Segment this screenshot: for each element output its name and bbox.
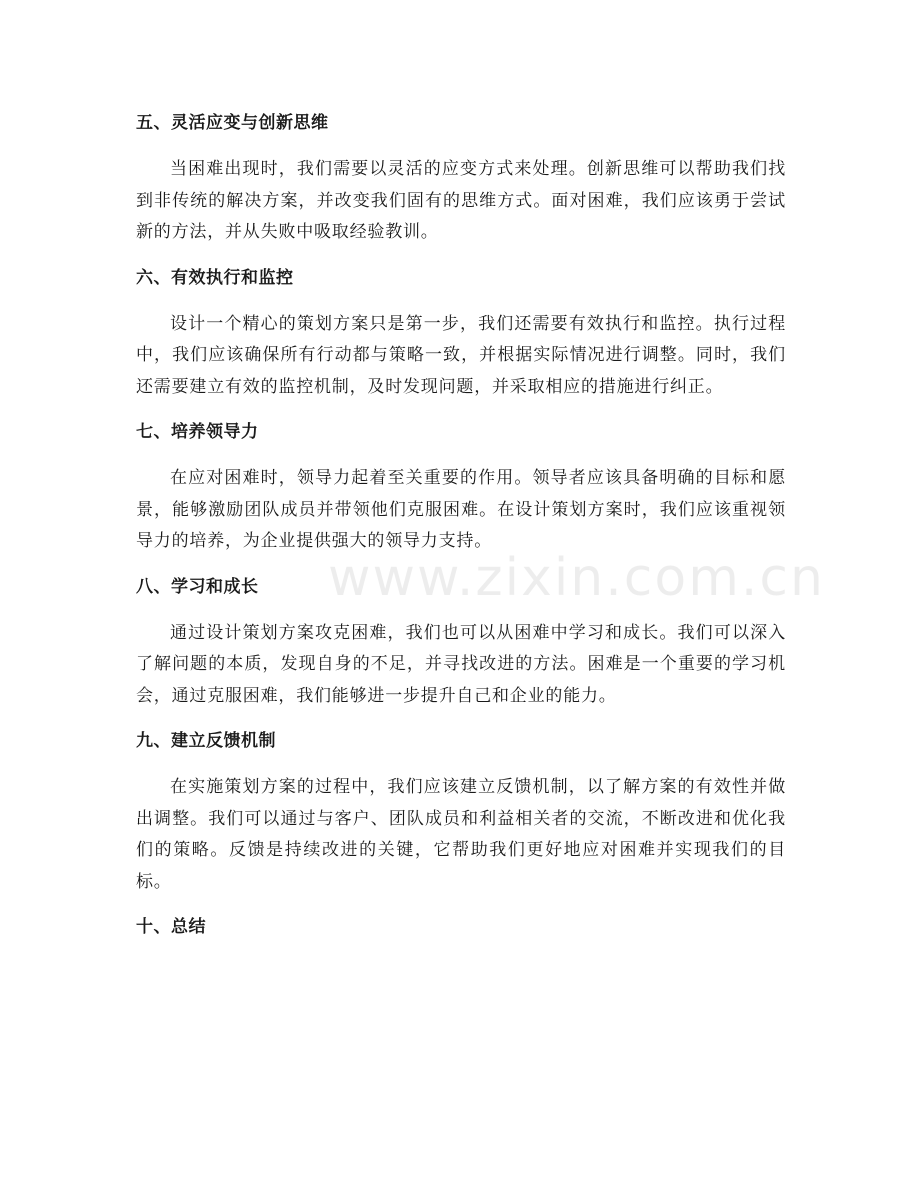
section-heading-7: 七、培养领导力 xyxy=(136,422,259,442)
section-paragraph-8: 通过设计策划方案攻克困难，我们也可以从困难中学习和成长。我们可以深入了解问题的本质，发现自身的不足，并寻找改进的方法。困难是一个重要的学习机会，通过克服困难，我们能够进一步提升自己和企业的能力。 xyxy=(136,622,786,706)
document-body xyxy=(136,108,786,942)
watermark: www.zixin.com.cn xyxy=(328,548,825,608)
section-paragraph-6: 设计一个精心的策划方案只是第一步，我们还需要有效执行和监控。执行过程中，我们应该确保所有行动都与策略一致，并根据实际情况进行调整。同时，我们还需要建立有效的监控机制，及时发现问题，并采取相应的措施进行纠正。 xyxy=(136,313,786,397)
section-paragraph-5: 当困难出现时，我们需要以灵活的应变方式来处理。创新思维可以帮助我们找到非传统的解决方案，并改变我们固有的思维方式。面对困难，我们应该勇于尝试新的方法，并从失败中吸取经验教训。 xyxy=(136,159,786,242)
section-heading-8: 八、学习和成长 xyxy=(136,576,259,597)
section-paragraph-9: 在实施策划方案的过程中，我们应该建立反馈机制，以了解方案的有效性并做出调整。我们可以通过与客户、团队成员和利益相关者的交流，不断改进和优化我们的策略。反馈是持续改进的关键，它帮助我们更好地应对困难并实现我们的目标。 xyxy=(136,777,786,892)
section-heading-10: 十、总结 xyxy=(136,917,206,937)
section-heading-9: 九、建立反馈机制 xyxy=(136,731,276,751)
section-paragraph-7: 在应对困难时，领导力起着至关重要的作用。领导者应该具备明确的目标和愿景，能够激励团队成员并带领他们克服困难。在设计策划方案时，我们应该重视领导力的培养，为企业提供强大的领导力支持。 xyxy=(136,468,786,551)
section-heading-6: 六、有效执行和监控 xyxy=(136,267,294,288)
section-heading-5: 五、灵活应变与创新思维 xyxy=(136,113,329,133)
